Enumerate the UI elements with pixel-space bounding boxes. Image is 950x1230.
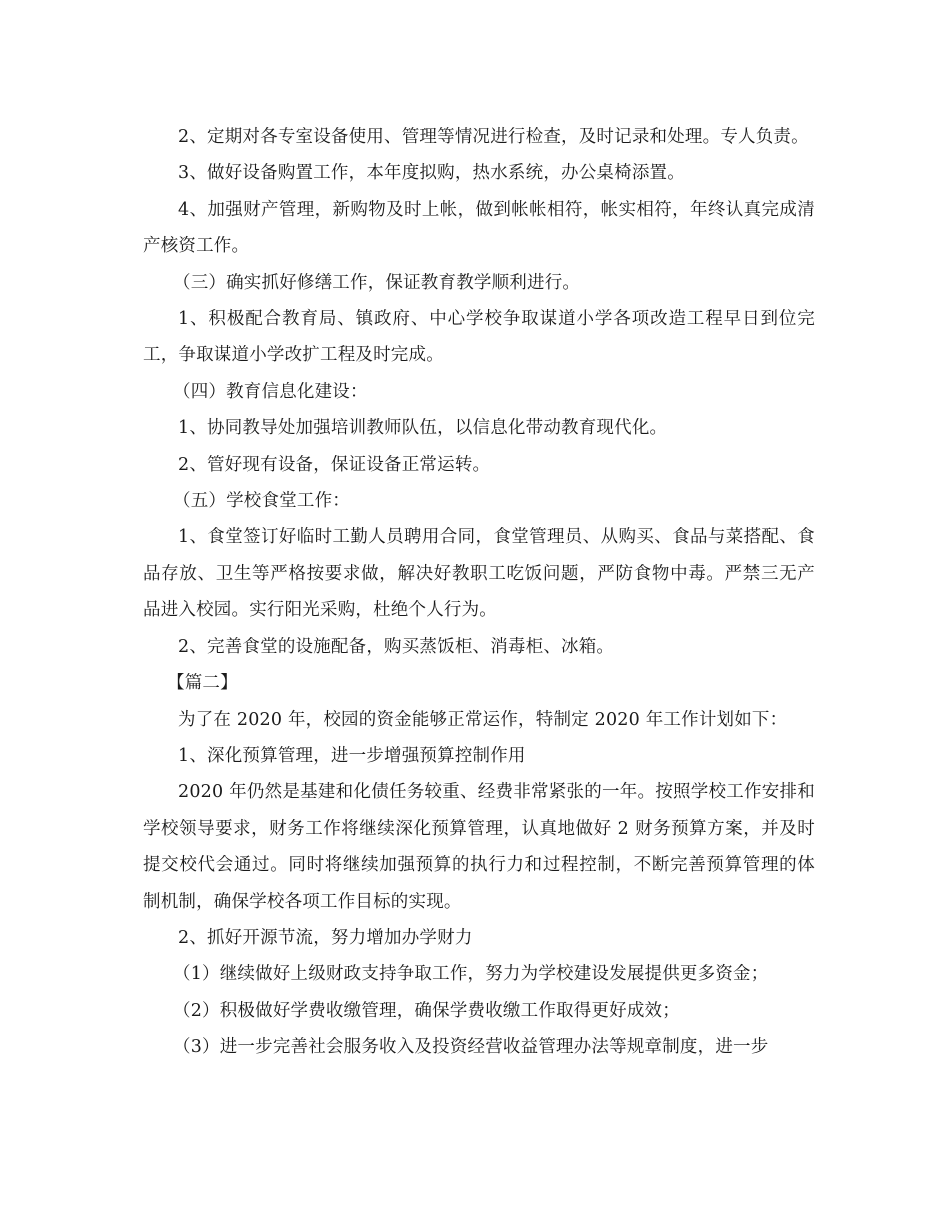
paragraph-intro-2020-plan: 为了在 2020 年，校园的资金能够正常运作，特制定 2020 年工作计划如下： bbox=[178, 709, 788, 730]
paragraph-item-1-teacher-training: 1、协同教导处加强培训教师队伍，以信息化带动教育现代化。 bbox=[178, 418, 668, 439]
paragraph-subitem-3-regulations: （3）进一步完善社会服务收入及投资经营收益管理办法等规章制度，进一步 bbox=[173, 1037, 769, 1058]
paragraph-budget-details: 2020 年仍然是基建和化债任务较重、经费非常紧张的一年。按照学校工作安排和学校领导要求，财务工作将继续深化预算管理，认真地做好 2 财务预算方案，并及时提交校代会通过。同时将继续加强预算的执行力和过程控制，不断完善预算管理的体制机制，确保学校各项工作目标的实现。 bbox=[143, 782, 815, 912]
paragraph-item-2-equipment-inspection: 2、定期对各专室设备使用、管理等情况进行检查，及时记录和处理。专人负责。 bbox=[178, 127, 809, 147]
section-title-part-two: 【篇二】 bbox=[167, 673, 238, 694]
subheading-repair-work: （三）确实抓好修缮工作，保证教育教学顺利进行。 bbox=[173, 272, 581, 293]
subheading-canteen-work: （五）学校食堂工作： bbox=[173, 491, 350, 512]
paragraph-subitem-2-tuition: （2）积极做好学费收缴管理，确保学费收缴工作取得更好成效； bbox=[173, 1000, 680, 1021]
paragraph-subitem-1-funding: （1）继续做好上级财政支持争取工作，努力为学校建设发展提供更多资金； bbox=[173, 964, 769, 985]
paragraph-item-2-revenue-heading: 2、抓好开源节流，努力增加办学财力 bbox=[178, 927, 473, 948]
document-body bbox=[143, 119, 815, 1066]
paragraph-item-1-canteen-staff: 1、食堂签订好临时工勤人员聘用合同，食堂管理员、从购买、食品与菜搭配、食品存放、卫生等严格按要求做，解决好教职工吃饭问题，严防食物中毒。严禁三无产品进入校园。实行阳光采购，杜绝个人行为。 bbox=[143, 527, 815, 621]
paragraph-item-2-equipment-maintenance: 2、管好现有设备，保证设备正常运转。 bbox=[178, 454, 491, 475]
paragraph-item-2-canteen-facilities: 2、完善食堂的设施配备，购买蒸饭柜、消毒柜、冰箱。 bbox=[178, 636, 615, 657]
paragraph-item-4-property-management: 4、加强财产管理，新购物及时上帐，做到帐帐相符，帐实相符，年终认真完成清产核资工作。 bbox=[143, 199, 815, 257]
paragraph-item-3-equipment-purchase: 3、做好设备购置工作，本年度拟购，热水系统，办公桌椅添置。 bbox=[178, 163, 685, 184]
paragraph-item-1-renovation: 1、积极配合教育局、镇政府、中心学校争取谋道小学各项改造工程早日到位完工，争取谋道小学改扩工程及时完成。 bbox=[143, 309, 815, 366]
paragraph-item-1-budget-heading: 1、深化预算管理，进一步增强预算控制作用 bbox=[178, 745, 526, 766]
subheading-it-construction: （四）教育信息化建设： bbox=[173, 381, 368, 402]
